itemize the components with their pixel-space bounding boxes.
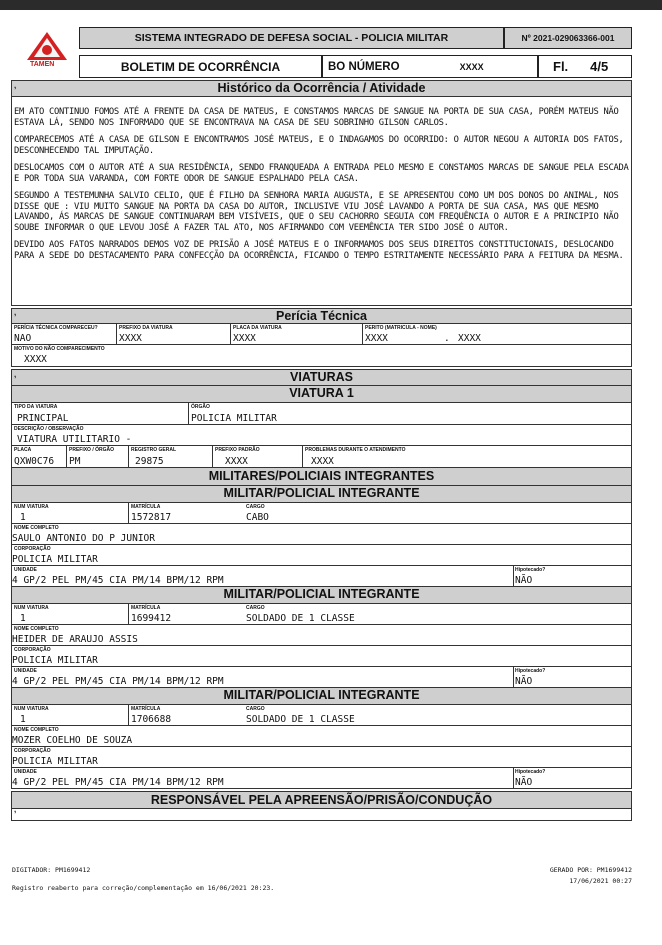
member-corporacao [12, 747, 633, 767]
member-nome [12, 625, 633, 645]
historico-body [11, 97, 632, 306]
viatura-placa-value: QXW0C76 [14, 456, 55, 467]
member-nome-value: MOZER COELHO DE SOUZA [12, 735, 133, 746]
member-hipotecado [513, 768, 633, 788]
member-unidade-value: 4 GP/2 PEL PM/45 CIA PM/14 BPM/12 RPM [12, 676, 224, 687]
pericia-perito [362, 324, 633, 344]
member-cargo [244, 705, 633, 725]
responsavel-title [11, 791, 632, 809]
doc-type-text: BOLETIM DE OCORRÊNCIA [120, 59, 281, 74]
historico-paragraph-4: SEGUNDO A TESTEMUNHA SALVIO CELIO, QUE É FILHO DA SENHORA MARIA AUGUSTA, E SE APRESENTOU COMO UM DOS DONOS DO ANIMAL, NOS DISSE QUE : VIU MUITO SANGUE NA PORTA DA CASA DO AUTOR, INCLUSIVE VIU JOSÉ LAVANDO A PORTA DE SUA CASA, MAS QUE MESMO LAVANDO, ÁS MARCAS DE SANGUE CONTINUARAM BEM VISÍVEIS, QUE O SEU CACHORRO SEGUIA COM FREQUÊNCIA O AUTOR E A PRINCIPIO NÃO SOUBE INFORMAR O QUE LEVOU JOSÉ A FAZER TAL ATO, NOS AFIRMANDO COM VEEMÊNCIA TER SIDO JOSÉ O AUTOR. [14, 191, 619, 233]
viatura-registro-value: 29875 [135, 456, 164, 467]
member-matricula-value: 1706688 [131, 714, 172, 725]
member-num-viatura-value: 1 [20, 613, 26, 624]
viatura-orgao-label: ÓRGÃO [191, 404, 210, 410]
page-indicator [538, 55, 632, 78]
pericia-perito-nome: XXXX [458, 333, 481, 344]
member-hipotecado-value: NÃO [515, 676, 533, 687]
member-title [11, 587, 632, 604]
page-value: 4/5 [590, 59, 609, 74]
member-row-2 [11, 625, 632, 646]
member-unidade-label: UNIDADE [14, 567, 37, 573]
pericia-motivo-value: XXXX [24, 354, 47, 365]
member-cargo-value: CABO [246, 512, 269, 523]
member-hipotecado-label: Hipotecado? [515, 769, 546, 775]
member-num-viatura-label: NUM VIATURA [14, 706, 49, 712]
pericia-perito-matricula: XXXX [365, 333, 388, 344]
pericia-compareceu [12, 324, 116, 344]
member-nome-label: NOME COMPLETO [14, 525, 59, 531]
logo [24, 30, 70, 72]
member-unidade [12, 667, 513, 687]
member-title [11, 688, 632, 705]
bo-number-value: XXXX [459, 61, 484, 72]
member-corporacao-label: CORPORAÇÃO [14, 546, 51, 552]
member-row-4 [11, 768, 632, 789]
member-matricula [128, 604, 244, 624]
pericia-row-2 [11, 345, 632, 367]
viatura-1-title-text: VIATURA 1 [289, 386, 354, 400]
member-corporacao-label: CORPORAÇÃO [14, 647, 51, 653]
militares-title [11, 468, 632, 486]
member-cargo [244, 503, 633, 523]
member-row-1 [11, 705, 632, 726]
pericia-placa [230, 324, 362, 344]
member-num-viatura-label: NUM VIATURA [14, 605, 49, 611]
member-hipotecado-label: Hipotecado? [515, 668, 546, 674]
member-corporacao-value: POLICIA MILITAR [12, 655, 98, 666]
viaturas-title: , VIATURAS [11, 369, 632, 386]
member-row-4 [11, 667, 632, 688]
viatura-prefixo-padrao-label: PREFIXO PADRÃO [215, 447, 260, 453]
member-title-text: MILITAR/POLICIAL INTEGRANTE [223, 587, 420, 601]
member-unidade-value: 4 GP/2 PEL PM/45 CIA PM/14 BPM/12 RPM [12, 575, 224, 586]
member-row-2 [11, 726, 632, 747]
footer-registro-reaberto: Registro reaberto para correção/complementação em 16/06/2021 20:23. [12, 884, 275, 892]
member-cargo [244, 604, 633, 624]
member-row-3 [11, 545, 632, 566]
member-num-viatura [12, 503, 128, 523]
member-num-viatura-value: 1 [20, 714, 26, 725]
pericia-perito-sep: . [444, 333, 450, 344]
member-nome [12, 726, 633, 746]
member-unidade-label: UNIDADE [14, 668, 37, 674]
viatura-prefixo-orgao [66, 446, 128, 467]
viatura-prefixo-orgao-label: PREFIXO / ÓRGÃO [69, 447, 115, 453]
document-number-text: Nº 2021-029063366-001 [521, 33, 615, 43]
viatura-prefixo-padrao [212, 446, 302, 467]
member-num-viatura [12, 705, 128, 725]
member-num-viatura-value: 1 [20, 512, 26, 523]
viatura-row-1 [11, 403, 632, 425]
viatura-row-2 [11, 425, 632, 446]
pericia-prefixo-label: PREFIXO DA VIATURA [119, 325, 173, 331]
pericia-motivo-label: MOTIVO DO NÃO COMPARECIMENTO [14, 346, 105, 352]
member-cargo-label: CARGO [246, 504, 265, 510]
pericia-placa-label: PLACA DA VIATURA [233, 325, 282, 331]
responsavel-body: , [11, 809, 632, 821]
member-hipotecado-value: NÃO [515, 575, 533, 586]
member-row-1 [11, 604, 632, 625]
member-nome [12, 524, 633, 544]
pericia-prefixo [116, 324, 230, 344]
viatura-descricao-value: VIATURA UTILITARIO - [17, 434, 132, 445]
historico-title: , Histórico da Ocorrência / Atividade [11, 80, 632, 97]
member-corporacao-value: POLICIA MILITAR [12, 554, 98, 565]
viatura-placa-label: PLACA [14, 447, 32, 453]
historico-paragraph-2: COMPARECEMOS ATÉ A CASA DE GILSON E ENCONTRAMOS JOSÉ MATEUS, E O INDAGAMOS DO OCORRIDO: O AUTOR NEGOU A AUTORIA DOS FATOS, DESCONHECENDO TAL IMPUTAÇÃO. [14, 135, 624, 156]
historico-paragraph-3: DESLOCAMOS COM O AUTOR ATÉ A SUA RESIDÊNCIA, SENDO FRANQUEADA A ENTRADA PELO MESMO E CONSTAMOS MARCAS DE SANGUE PELA ESCADA E POR TODA SUA VARANDA, COM FORTE ODOR DE SANGUE ESPALHADO PELA CASA. [14, 163, 629, 184]
document-number [504, 27, 632, 49]
member-matricula-label: MATRÍCULA [131, 706, 161, 712]
footer-digitador: DIGITADOR: PM1699412 [12, 866, 91, 874]
viatura-row-3 [11, 446, 632, 468]
member-nome-value: HEIDER DE ARAUJO ASSIS [12, 634, 138, 645]
member-corporacao [12, 646, 633, 666]
member-nome-label: NOME COMPLETO [14, 626, 59, 632]
footer-gerado-por: GERADO POR: PM1699412 [549, 866, 632, 874]
member-hipotecado-value: NÃO [515, 777, 533, 788]
viatura-tipo [12, 403, 188, 424]
member-row-3 [11, 747, 632, 768]
member-nome-value: SAULO ANTONIO DO P JUNIOR [12, 533, 155, 544]
member-nome-label: NOME COMPLETO [14, 727, 59, 733]
member-corporacao-label: CORPORAÇÃO [14, 748, 51, 754]
viatura-placa [12, 446, 66, 467]
member-corporacao-value: POLICIA MILITAR [12, 756, 98, 767]
viatura-tipo-label: TIPO DA VIATURA [14, 404, 58, 410]
logo-text: TAMEN [30, 61, 55, 68]
system-title-text: SISTEMA INTEGRADO DE DEFESA SOCIAL - POLICIA MILITAR [134, 32, 449, 44]
historico-paragraph-1: EM ATO CONTINUO FOMOS ATÉ A FRENTE DA CASA DE MATEUS, E CONSTAMOS MARCAS DE SANGUE NA PORTA DE SUA CASA, PORÉM MATEUS NÃO ESTAVA LÁ, SENDO NOS INFORMADO QUE SE ENCONTRAVA NA CASA DE SEU SOBRINHO GILSON CARLOS. [14, 107, 619, 128]
page-label: Fl. [553, 59, 569, 74]
top-dark-bar [0, 0, 662, 10]
member-matricula [128, 705, 244, 725]
member-cargo-label: CARGO [246, 605, 265, 611]
member-matricula-value: 1699412 [131, 613, 172, 624]
viatura-orgao-value: POLICIA MILITAR [191, 413, 277, 424]
pericia-compareceu-value: NAO [14, 333, 32, 344]
pericia-prefixo-value: XXXX [119, 333, 142, 344]
member-unidade [12, 768, 513, 788]
member-num-viatura-label: NUM VIATURA [14, 504, 49, 510]
bo-number [322, 55, 538, 78]
pericia-placa-value: XXXX [233, 333, 256, 344]
historico-title-text: Histórico da Ocorrência / Atividade [217, 81, 426, 95]
militares-title-text: MILITARES/POLICIAIS INTEGRANTES [208, 469, 435, 483]
member-title-text: MILITAR/POLICIAL INTEGRANTE [223, 688, 420, 702]
viatura-registro [128, 446, 212, 467]
member-hipotecado [513, 667, 633, 687]
member-row-1 [11, 503, 632, 524]
pericia-title-text: Perícia Técnica [275, 309, 368, 323]
member-cargo-value: SOLDADO DE 1 CLASSE [246, 613, 355, 624]
pericia-perito-label: PERITO (MATRICULA - NOME) [365, 325, 437, 331]
system-title [79, 27, 504, 49]
member-cargo-label: CARGO [246, 706, 265, 712]
viatura-problemas-value: XXXX [311, 456, 334, 467]
historico-paragraph-5: DEVIDO AOS FATOS NARRADOS DEMOS VOZ DE PRISÃO A JOSÉ MATEUS E O INFORMAMOS DOS SEUS DIREITOS CONSTITUCIONAIS, DESLOCANDO PARA A SEDE DO DESTACAMENTO PARA CONFECÇÃO DA OCORRÊNCIA, FICANDO O TEMPO ESTRITAMENTE NECESSÁRIO PARA A FEITURA DA MESMA. [14, 240, 624, 261]
viatura-prefixo-orgao-value: PM [69, 456, 81, 467]
responsavel-title-text: RESPONSÁVEL PELA APREENSÃO/PRISÃO/CONDUÇÃO [150, 793, 493, 807]
police-shield-icon [24, 30, 70, 64]
viatura-orgao [188, 403, 633, 424]
member-row-4 [11, 566, 632, 587]
member-matricula-value: 1572817 [131, 512, 172, 523]
pericia-row-1 [11, 324, 632, 345]
bo-number-label: BO NÚMERO [328, 60, 400, 73]
member-row-2 [11, 524, 632, 545]
pericia-compareceu-label: PERÍCIA TÉCNICA COMPARECEU? [14, 325, 98, 331]
member-hipotecado [513, 566, 633, 586]
member-unidade [12, 566, 513, 586]
viatura-1-title [11, 386, 632, 403]
member-title-text: MILITAR/POLICIAL INTEGRANTE [223, 486, 420, 500]
viatura-descricao-label: DESCRIÇÃO / OBSERVAÇÃO [14, 426, 84, 432]
member-matricula [128, 503, 244, 523]
viatura-problemas-label: PROBLEMAS DURANTE O ATENDIMENTO [305, 447, 406, 453]
footer-gerado-data: 17/06/2021 00:27 [569, 877, 632, 885]
viaturas-title-text: VIATURAS [290, 370, 353, 384]
member-matricula-label: MATRÍCULA [131, 504, 161, 510]
viatura-registro-label: REGISTRO GERAL [131, 447, 177, 453]
member-title [11, 486, 632, 503]
member-row-3 [11, 646, 632, 667]
pericia-motivo [12, 345, 633, 366]
viatura-prefixo-padrao-value: XXXX [225, 456, 248, 467]
viatura-tipo-value: PRINCIPAL [17, 413, 69, 424]
member-unidade-label: UNIDADE [14, 769, 37, 775]
member-corporacao [12, 545, 633, 565]
member-unidade-value: 4 GP/2 PEL PM/45 CIA PM/14 BPM/12 RPM [12, 777, 224, 788]
member-cargo-value: SOLDADO DE 1 CLASSE [246, 714, 355, 725]
pericia-title: , Perícia Técnica [11, 308, 632, 324]
member-matricula-label: MATRÍCULA [131, 605, 161, 611]
member-num-viatura [12, 604, 128, 624]
member-hipotecado-label: Hipotecado? [515, 567, 546, 573]
doc-type [79, 55, 322, 78]
viatura-problemas [302, 446, 633, 467]
viatura-descricao [12, 425, 633, 445]
